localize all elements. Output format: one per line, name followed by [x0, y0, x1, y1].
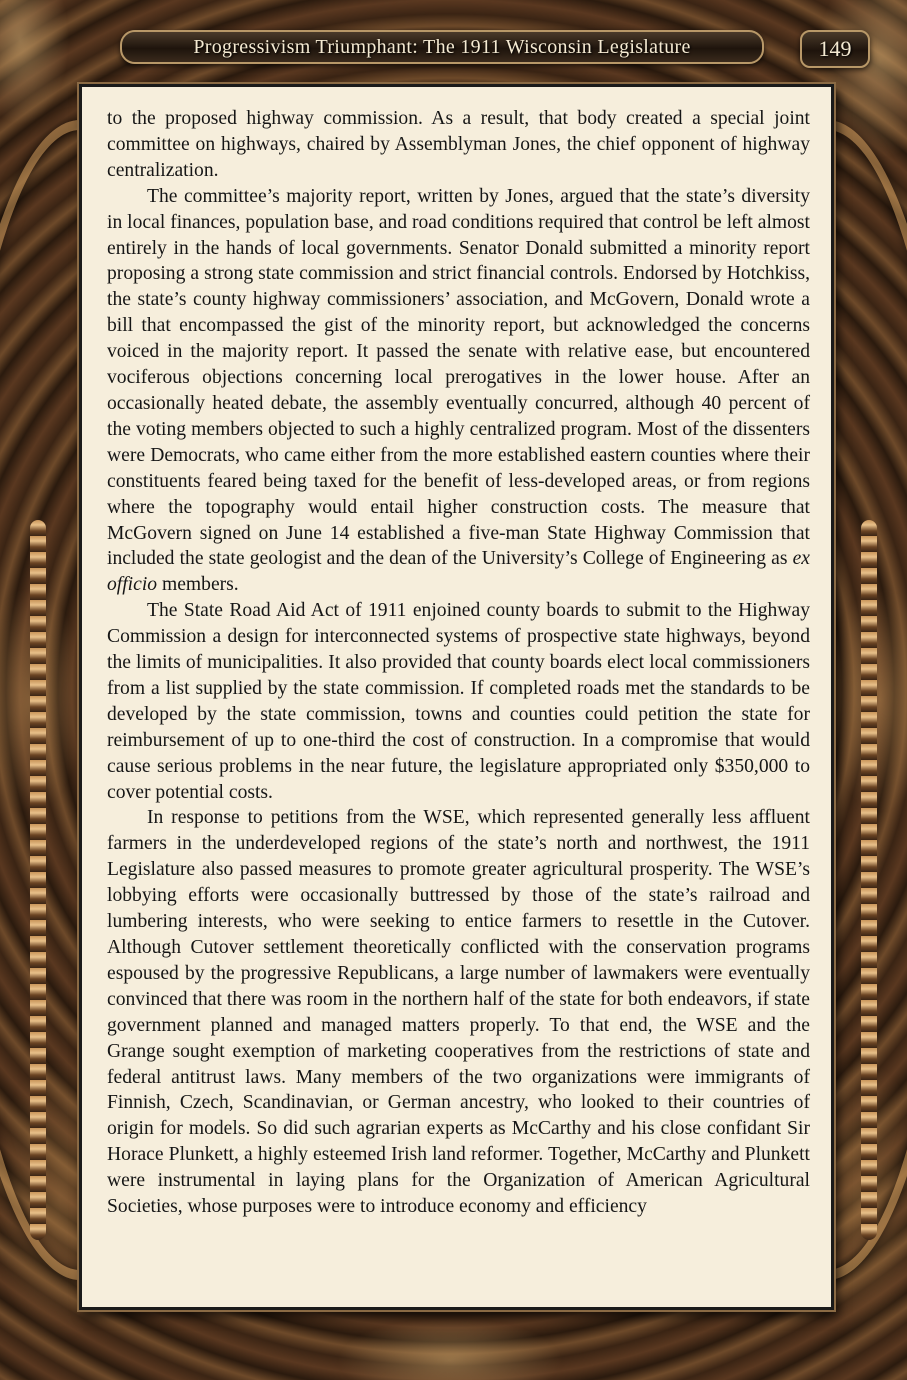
page-number: 149 [818, 36, 852, 61]
paragraph-1-text: to the proposed highway commission. As a result, that body created a special joint committee on highways, chaired by Assemblyman Jones, the chief opponent of highway centralization. [107, 108, 810, 181]
paragraph-2 [107, 184, 810, 599]
paragraph-4 [107, 805, 810, 1220]
running-header-banner [120, 30, 764, 64]
paragraph-3-text: The State Road Aid Act of 1911 enjoined county boards to submit to the Highway Commission a design for interconnected systems of prospective state highways, beyond the limits of municipalities. It also provided that county boards elect local commissioners from a list supplied by the state commission. If completed roads met the standards to be developed by the state commission, towns and counties could petition the state for reimbursement of up to one-third the cost of construction. In a compromise that would cause serious problems in the near future, the legislature appropriated only $350,000 to cover potential costs. [107, 600, 810, 803]
paragraph-2-italic-term: ex officio [107, 548, 810, 596]
paragraph-1 [107, 106, 810, 184]
page-number-badge [800, 30, 870, 68]
paragraph-2-tail: members. [157, 574, 239, 596]
running-header-title: Progressivism Triumphant: The 1911 Wisconsin Legislature [193, 35, 691, 58]
paragraph-2-text: The committee’s majority report, written by Jones, argued that the state’s diversity in local finances, population base, and road conditions required that control be left almost entirely in the hands of local governments. Senator Donald submitted a minority report proposing a strong state commission and strict financial controls. Endorsed by Hotchkiss, the state’s county highway commissioners’ association, and McGovern, Donald wrote a bill that encompassed the gist of the minority report, but acknowledged the concerns voiced in the majority report. It passed the senate with relative ease, but encountered vociferous objections concerning local prerogatives in the lower house. After an occasionally heated debate, the assembly eventually concurred, although 40 percent of the voting members objected to such a highly centralized program. Most of the dissenters were Democrats, who came either from the more established eastern counties where their constituents feared being taxed for the benefit of less-developed areas, or from regions where the topography would entail higher construction costs. The measure that McGovern signed on June 14 established a five-man State Highway Commission that included the state geologist and the dean of the University’s College of Engineering as [107, 185, 810, 570]
decorative-beads-right [861, 520, 877, 1240]
paragraph-3 [107, 598, 810, 805]
text-panel [79, 84, 834, 1310]
paragraph-4-text: In response to petitions from the WSE, which represented generally less affluent farmers in the underdeveloped regions of the state’s north and northwest, the 1911 Legislature also passed measures to promote greater agricultural prosperity. The WSE’s lobbying efforts were occasionally buttressed by those of the state’s railroad and lumbering interests, who were seeking to entice farmers to resettle in the Cutover. Although Cutover settlement theoretically conflicted with the conservation programs espoused by the progressive Republicans, a large number of lawmakers were eventually convinced that there was room in the northern half of the state for both endeavors, if state government planned and managed matters properly. To that end, the WSE and the Grange sought exemption of marketing cooperatives from the restrictions of state and federal antitrust laws. Many members of the two organizations were immigrants of Finnish, Czech, Scandinavian, or German ancestry, who looked to their countries of origin for models. So did such agrarian experts as McCarthy and his close confidant Sir Horace Plunkett, a highly esteemed Irish land reformer. Together, McCarthy and Plunkett were instrumental in laying plans for the Organization of American Agricultural Societies, whose purposes were to introduce economy and efficiency [107, 807, 810, 1218]
decorative-beads-left [30, 520, 46, 1240]
